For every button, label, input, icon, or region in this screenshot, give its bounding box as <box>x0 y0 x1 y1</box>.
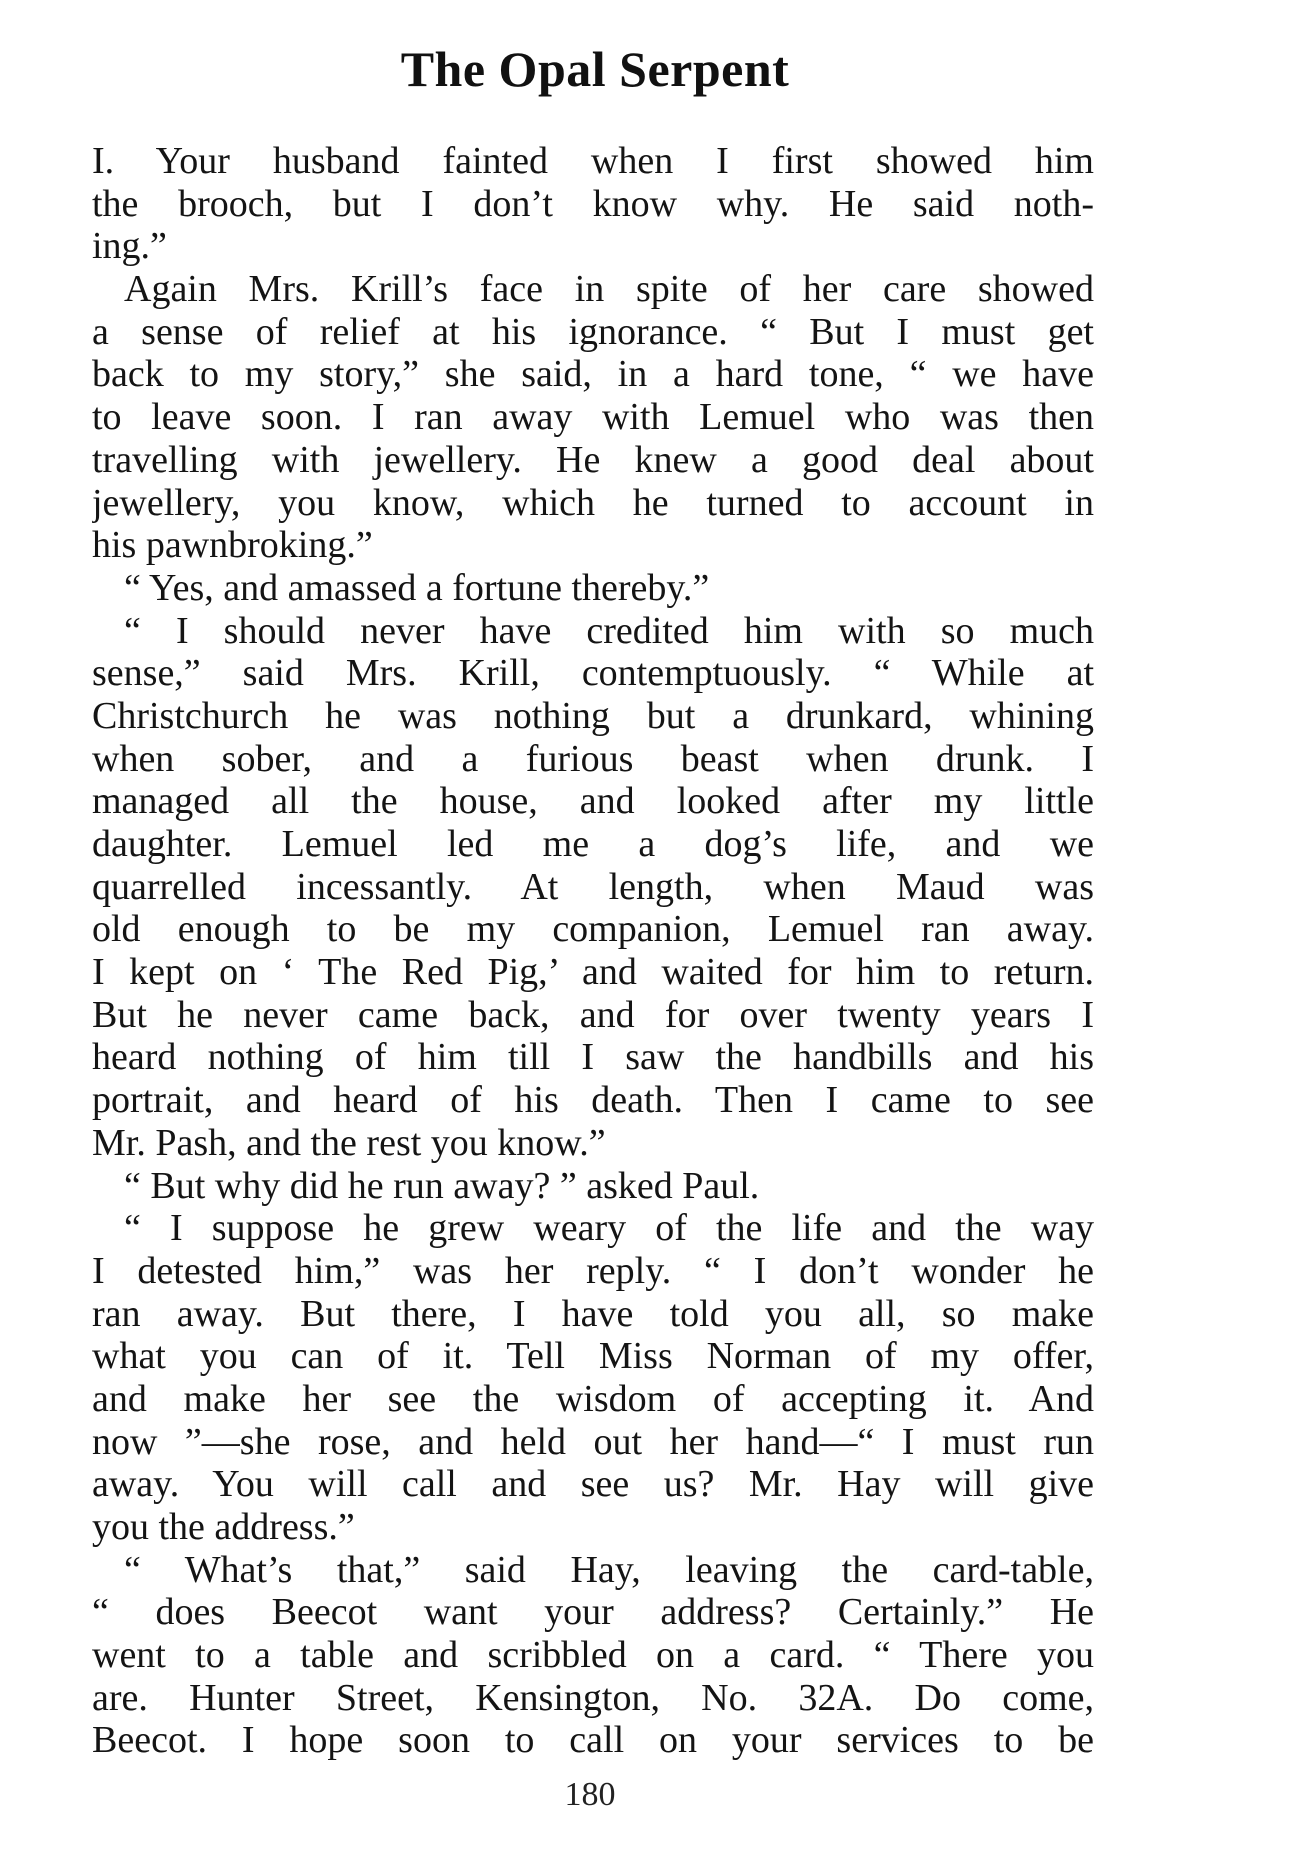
text-line: away. You will call and see us? Mr. Hay will give <box>92 1463 1094 1506</box>
text-line: “ I suppose he grew weary of the life and the way <box>124 1207 1094 1250</box>
text-line: what you can of it. Tell Miss Norman of my offer, <box>92 1335 1094 1378</box>
text-line: the brooch, but I don’t know why. He said noth- <box>92 182 1094 225</box>
body-text <box>92 140 1094 1762</box>
text-line: now ”—she rose, and held out her hand—“ I must run <box>92 1420 1094 1463</box>
text-line: you the address.” <box>92 1506 355 1548</box>
text-line: and make her see the wisdom of accepting it. And <box>92 1377 1094 1420</box>
text-line: “ does Beecot want your address? Certainly.” He <box>92 1591 1094 1634</box>
text-line: jewellery, you know, which he turned to account in <box>92 481 1094 524</box>
text-line: “ I should never have credited him with so much <box>124 609 1094 652</box>
text-line: his pawnbroking.” <box>92 524 373 567</box>
text-line: old enough to be my companion, Lemuel ran away. <box>92 908 1094 951</box>
page-number: 180 <box>564 1776 616 1813</box>
text-line: travelling with jewellery. He knew a good deal about <box>92 438 1094 481</box>
text-line: ran away. But there, I have told you all, so make <box>92 1292 1094 1335</box>
text-line: I detested him,” was her reply. “ I don’t wonder he <box>92 1249 1094 1292</box>
text-line: “ Yes, and amassed a fortune thereby.” <box>124 566 710 609</box>
text-line: Mr. Pash, and the rest you know.” <box>92 1121 606 1164</box>
running-head: The Opal Serpent <box>400 41 790 97</box>
text-line: Christchurch he was nothing but a drunkard, whining <box>92 694 1094 737</box>
text-line: portrait, and heard of his death. Then I came to see <box>92 1079 1094 1122</box>
text-line: daughter. Lemuel led me a dog’s life, and we <box>92 823 1094 865</box>
text-line: are. Hunter Street, Kensington, No. 32A. Do come, <box>92 1676 1094 1719</box>
text-line: quarrelled incessantly. At length, when Maud was <box>92 865 1094 908</box>
text-line: back to my story,” she said, in a hard tone, “ we have <box>92 353 1094 396</box>
text-line: heard nothing of him till I saw the handbills and his <box>92 1036 1094 1079</box>
text-line: when sober, and a furious beast when drunk. I <box>92 737 1094 780</box>
text-line: But he never came back, and for over twenty years I <box>92 993 1094 1036</box>
text-line: I kept on ‘ The Red Pig,’ and waited for him to return. <box>92 951 1094 994</box>
text-line: Beecot. I hope soon to call on your services to be <box>92 1719 1094 1762</box>
text-line: “ But why did he run away? ” asked Paul. <box>124 1164 760 1207</box>
text-line: managed all the house, and looked after my little <box>92 780 1094 823</box>
text-line: “ What’s that,” said Hay, leaving the card-table, <box>124 1548 1094 1591</box>
text-line: to leave soon. I ran away with Lemuel who was then <box>92 396 1094 439</box>
text-line: ing.” <box>92 225 167 268</box>
text-line: I. Your husband fainted when I first showed him <box>92 140 1094 182</box>
text-line: sense,” said Mrs. Krill, contemptuously. “ While at <box>92 652 1094 695</box>
text-line: a sense of relief at his ignorance. “ But I must get <box>92 310 1094 353</box>
text-line: went to a table and scribbled on a card. “ There you <box>92 1634 1094 1677</box>
text-line: Again Mrs. Krill’s face in spite of her care showed <box>124 268 1094 311</box>
